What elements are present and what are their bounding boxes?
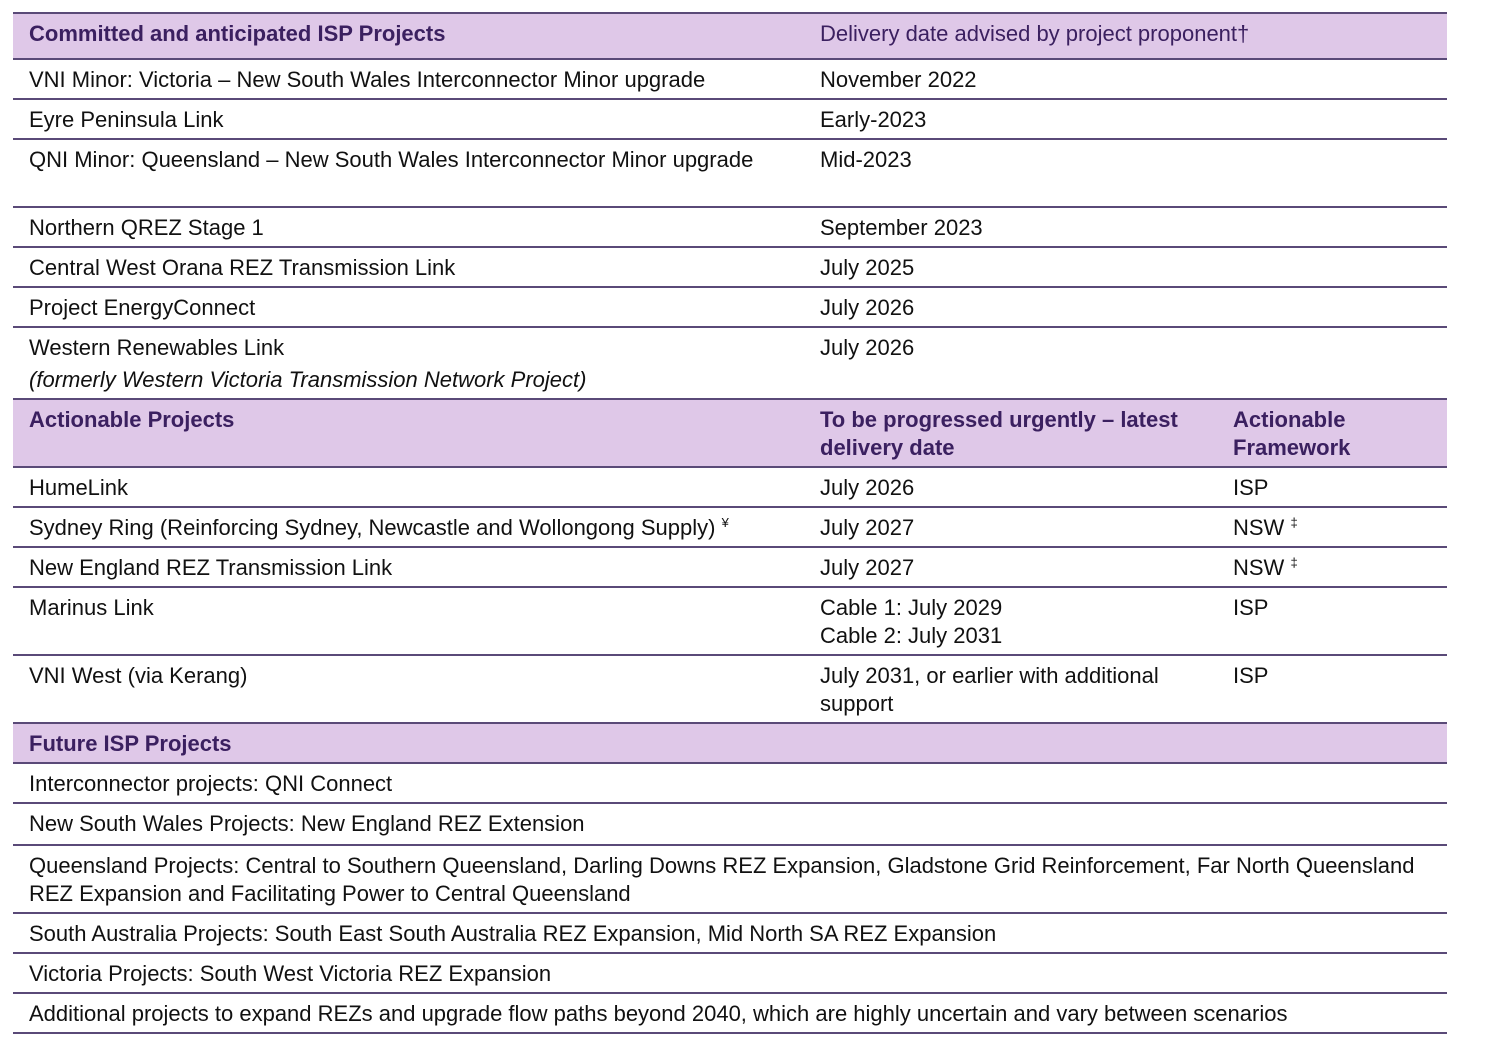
project-name: [29, 288, 804, 326]
project-name-text: Additional projects to expand REZs and upgrade flow paths beyond 2040, which are highly uncertain and vary between scenarios: [29, 1001, 1288, 1026]
delivery-date: [820, 468, 1217, 506]
delivery-date: [820, 208, 1447, 246]
header-col2: Delivery date advised by project proponent†: [820, 21, 1250, 46]
project-name: [29, 804, 1429, 842]
table-row: [13, 100, 1447, 140]
project-name: [29, 846, 1429, 912]
project-name-text: New England REZ Transmission Link: [29, 555, 393, 580]
header-col3: Actionable Framework: [1233, 407, 1351, 460]
project-name: [29, 588, 804, 626]
delivery-date-text: July 2027: [820, 515, 915, 540]
delivery-date-text: July 2025: [820, 255, 915, 280]
actionable-framework: [1233, 508, 1447, 546]
project-name-text: HumeLink: [29, 475, 129, 500]
project-name-text: Project EnergyConnect: [29, 295, 256, 320]
header-col2: To be progressed urgently – latest delivery date: [820, 407, 1178, 460]
table-row: [13, 60, 1447, 100]
project-name: [29, 328, 804, 398]
project-name-text: QNI Minor: Queensland – New South Wales Interconnector Minor upgrade: [29, 147, 754, 172]
table-row: [13, 846, 1447, 914]
project-name-text: Western Renewables Link: [29, 335, 285, 360]
section-header: [13, 14, 1447, 60]
delivery-date: [820, 588, 1217, 654]
delivery-date: [820, 328, 1447, 366]
table-row: [13, 548, 1447, 588]
table-row: [13, 994, 1447, 1034]
project-name-text: VNI Minor: Victoria – New South Wales Interconnector Minor upgrade: [29, 67, 706, 92]
isp-projects-table: [13, 12, 1447, 1034]
delivery-date: [820, 548, 1217, 586]
table-row: [13, 140, 1447, 208]
delivery-date: [820, 248, 1447, 286]
project-name: [29, 994, 1429, 1032]
footnote-mark: ‡: [1290, 555, 1298, 570]
actionable-framework: [1233, 468, 1447, 506]
delivery-date-text: July 2027: [820, 555, 915, 580]
project-name-text: South Australia Projects: South East South Australia REZ Expansion, Mid North SA REZ Expansion: [29, 921, 997, 946]
project-name-text: New South Wales Projects: New England REZ Extension: [29, 811, 585, 836]
header-col1: Future ISP Projects: [29, 731, 232, 756]
table-row: [13, 914, 1447, 954]
table-row: [13, 468, 1447, 508]
delivery-date: [820, 100, 1447, 138]
header-col1: Actionable Projects: [29, 407, 235, 432]
delivery-date-text: Cable 1: July 2029: [820, 595, 1003, 620]
project-name-text: Northern QREZ Stage 1: [29, 215, 264, 240]
project-name: [29, 468, 804, 506]
project-name: [29, 100, 804, 138]
header-col1: Committed and anticipated ISP Projects: [29, 21, 446, 46]
delivery-date-text: September 2023: [820, 215, 983, 240]
framework-text: NSW: [1233, 515, 1285, 540]
framework-text: ISP: [1233, 663, 1269, 688]
table-row: [13, 248, 1447, 288]
table-row: [13, 804, 1447, 846]
delivery-date-text: July 2026: [820, 335, 915, 360]
delivery-date: [820, 656, 1217, 722]
actionable-framework: [1233, 548, 1447, 586]
delivery-date-text-2: Cable 2: July 2031: [820, 623, 1003, 648]
delivery-date: [820, 288, 1447, 326]
delivery-date-text: Early-2023: [820, 107, 927, 132]
footnote-mark: ‡: [1290, 515, 1298, 530]
project-name-text: Central West Orana REZ Transmission Link: [29, 255, 456, 280]
section-header: [13, 724, 1447, 764]
table-row: [13, 954, 1447, 994]
actionable-framework: [1233, 588, 1447, 626]
table-row: [13, 328, 1447, 400]
table-row: [13, 588, 1447, 656]
project-name: [29, 656, 804, 694]
delivery-date: [820, 140, 1447, 178]
project-name: [29, 954, 1429, 992]
project-name-text: Interconnector projects: QNI Connect: [29, 771, 393, 796]
project-name-text: Eyre Peninsula Link: [29, 107, 224, 132]
project-name: [29, 248, 804, 286]
table-row: [13, 656, 1447, 724]
delivery-date-text: July 2031, or earlier with additional support: [820, 663, 1159, 716]
project-name: [29, 914, 1429, 952]
actionable-framework: [1233, 656, 1447, 694]
project-name: [29, 764, 1429, 802]
table-row: [13, 288, 1447, 328]
delivery-date-text: November 2022: [820, 67, 977, 92]
delivery-date: [820, 60, 1447, 98]
project-name-text: VNI West (via Kerang): [29, 663, 248, 688]
project-note: (formerly Western Victoria Transmission Network Project): [29, 367, 587, 392]
delivery-date: [820, 508, 1217, 546]
project-name-text: Sydney Ring (Reinforcing Sydney, Newcastle and Wollongong Supply): [29, 515, 716, 540]
framework-text: ISP: [1233, 475, 1269, 500]
delivery-date-text: July 2026: [820, 295, 915, 320]
project-name: [29, 548, 804, 586]
footnote-mark: ¥: [721, 515, 729, 530]
project-name: [29, 60, 804, 98]
project-name: [29, 140, 804, 178]
project-name-text: Marinus Link: [29, 595, 154, 620]
table-row: [13, 764, 1447, 804]
table-row: [13, 208, 1447, 248]
delivery-date-text: July 2026: [820, 475, 915, 500]
framework-text: ISP: [1233, 595, 1269, 620]
framework-text: NSW: [1233, 555, 1285, 580]
project-name-text: Queensland Projects: Central to Southern Queensland, Darling Downs REZ Expansion, Gladstone Grid Reinforcement, Far North Queensland REZ Expansion and Facilitating Power to Central Queensland: [29, 853, 1415, 906]
project-name-text: Victoria Projects: South West Victoria REZ Expansion: [29, 961, 552, 986]
table-row: [13, 508, 1447, 548]
project-name: [29, 208, 804, 246]
section-header: [13, 400, 1447, 468]
delivery-date-text: Mid-2023: [820, 147, 912, 172]
project-name: [29, 508, 804, 546]
